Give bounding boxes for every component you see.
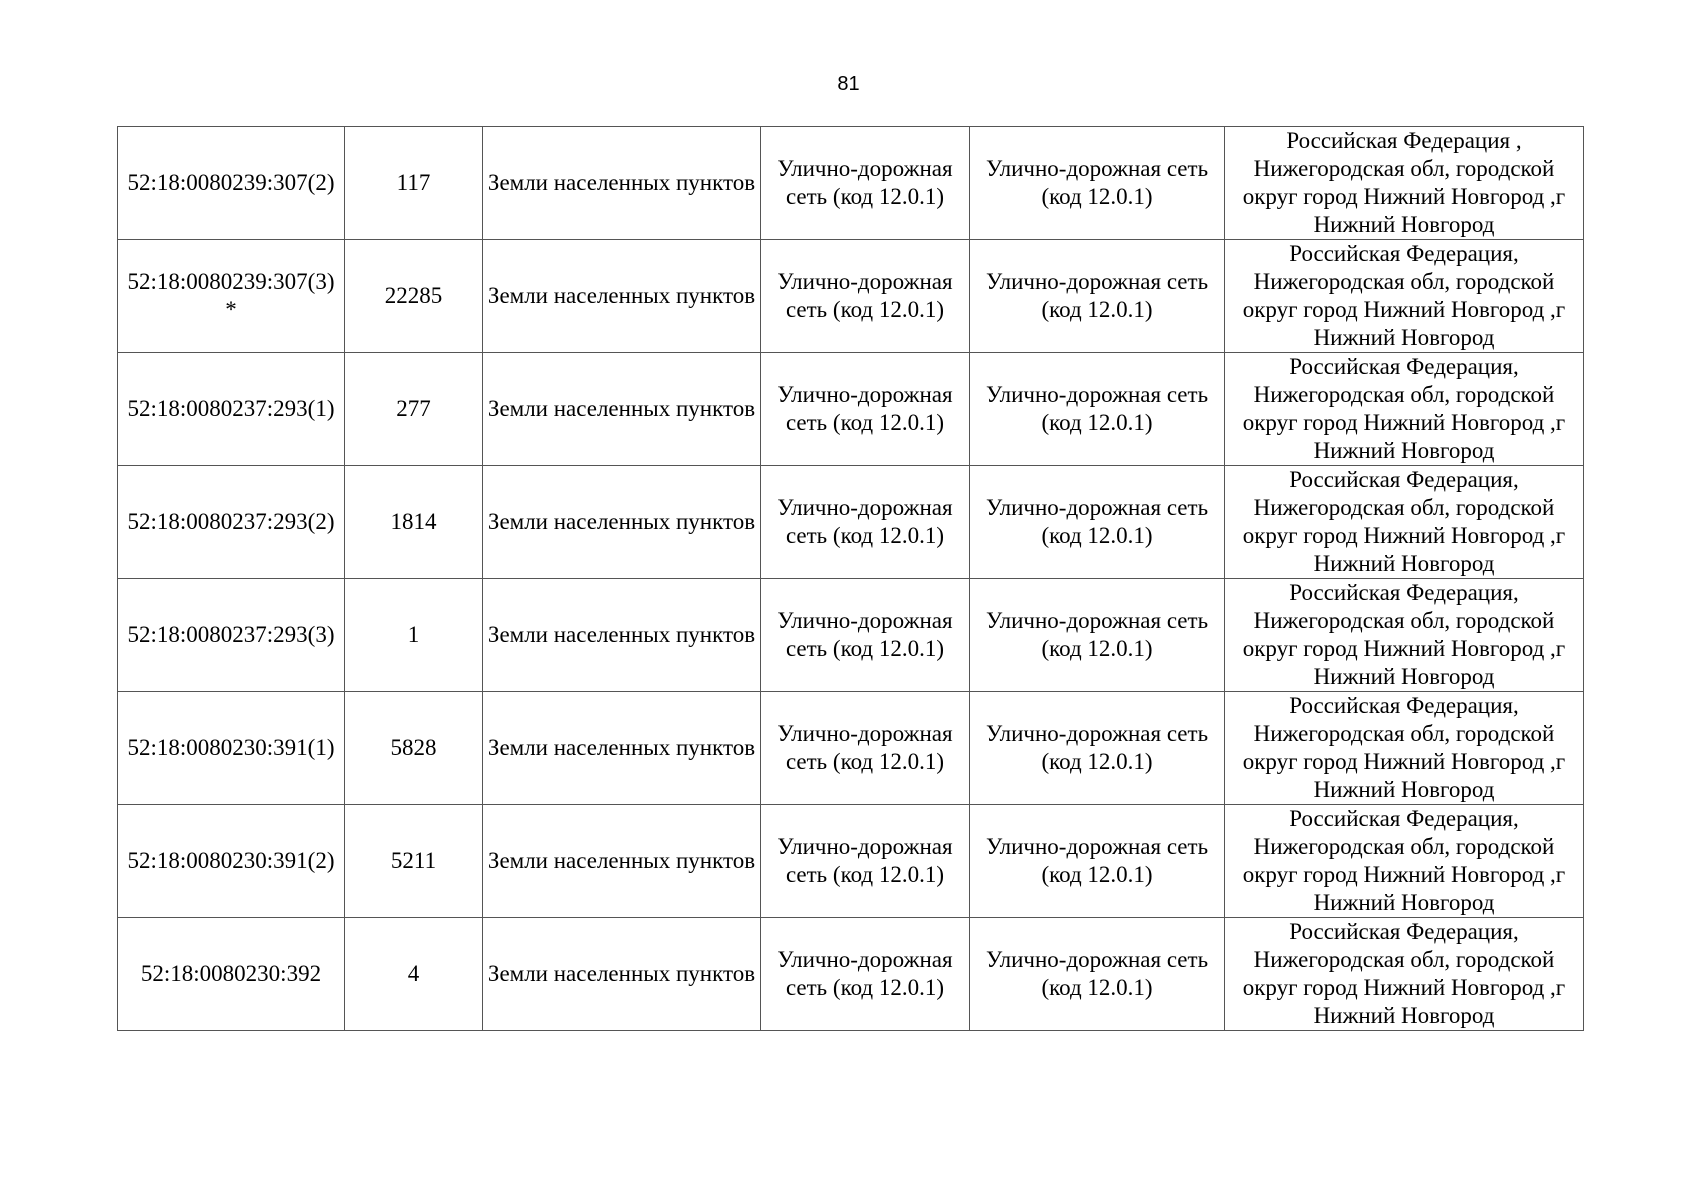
actual-use: Улично-дорожная сеть (код 12.0.1) <box>985 495 1209 548</box>
cadastral-number: 52:18:0080239:307(3) <box>127 269 335 294</box>
permitted-use: Улично-дорожная сеть (код 12.0.1) <box>777 608 953 661</box>
permitted-use-cell <box>761 805 970 918</box>
cadastral-number-cell <box>118 466 345 579</box>
area-cell <box>345 466 483 579</box>
owner-address-line: Нижний Новгород <box>1313 325 1495 350</box>
owner-address-line: Российская Федерация, <box>1289 580 1519 605</box>
owner-address-line: Нижегородская обл, городской <box>1253 382 1555 407</box>
permitted-use: Улично-дорожная сеть (код 12.0.1) <box>777 834 953 887</box>
owner-address-cell <box>1225 918 1584 1031</box>
cadastral-number: 52:18:0080239:307(2) <box>127 170 335 195</box>
cadastral-number-cell <box>118 805 345 918</box>
cadastral-number: 52:18:0080230:391(1) <box>127 735 335 760</box>
owner-address-line: Нижегородская обл, городской <box>1253 156 1555 181</box>
table-row <box>118 353 1584 466</box>
owner-address-line: Российская Федерация, <box>1289 806 1519 831</box>
owner-address-line: округ город Нижний Новгород ,г <box>1242 297 1566 322</box>
land-category: Земли населенных пунктов <box>487 170 756 195</box>
area-cell <box>345 579 483 692</box>
cadastral-note: * <box>225 297 237 322</box>
land-plots-table <box>117 126 1584 1031</box>
owner-address-line: Нижний Новгород <box>1313 1003 1495 1028</box>
actual-use: Улично-дорожная сеть (код 12.0.1) <box>985 269 1209 322</box>
owner-address-line: Нижегородская обл, городской <box>1253 608 1555 633</box>
cadastral-number-cell <box>118 353 345 466</box>
owner-address-line: Российская Федерация, <box>1289 467 1519 492</box>
owner-address-cell <box>1225 127 1584 240</box>
land-category-cell <box>483 692 761 805</box>
cadastral-number: 52:18:0080237:293(3) <box>127 622 335 647</box>
cadastral-number-cell <box>118 127 345 240</box>
owner-address-cell <box>1225 466 1584 579</box>
area-cell <box>345 692 483 805</box>
area-cell <box>345 918 483 1031</box>
actual-use-cell <box>970 692 1225 805</box>
owner-address-line: Нижний Новгород <box>1313 438 1495 463</box>
owner-address-cell <box>1225 353 1584 466</box>
land-category-cell <box>483 466 761 579</box>
actual-use-cell <box>970 918 1225 1031</box>
actual-use: Улично-дорожная сеть (код 12.0.1) <box>985 156 1209 209</box>
cadastral-number-cell <box>118 579 345 692</box>
area-value: 117 <box>396 170 431 195</box>
owner-address-line: Российская Федерация, <box>1289 241 1519 266</box>
permitted-use-cell <box>761 240 970 353</box>
land-category-cell <box>483 127 761 240</box>
owner-address-line: округ город Нижний Новгород ,г <box>1242 184 1566 209</box>
owner-address-line: округ город Нижний Новгород ,г <box>1242 523 1566 548</box>
land-category-cell <box>483 240 761 353</box>
land-category: Земли населенных пунктов <box>487 735 756 760</box>
owner-address-line: округ город Нижний Новгород ,г <box>1242 410 1566 435</box>
land-category-cell <box>483 805 761 918</box>
area-value: 1814 <box>390 509 437 534</box>
land-category: Земли населенных пунктов <box>487 283 756 308</box>
permitted-use-cell <box>761 579 970 692</box>
cadastral-number: 52:18:0080237:293(2) <box>127 509 335 534</box>
table-row <box>118 240 1584 353</box>
land-category: Земли населенных пунктов <box>487 509 756 534</box>
actual-use: Улично-дорожная сеть (код 12.0.1) <box>985 382 1209 435</box>
area-cell <box>345 240 483 353</box>
owner-address-line: Нижний Новгород <box>1313 212 1495 237</box>
owner-address-cell <box>1225 805 1584 918</box>
owner-address-line: Нижний Новгород <box>1313 890 1495 915</box>
land-category-cell <box>483 353 761 466</box>
permitted-use: Улично-дорожная сеть (код 12.0.1) <box>777 382 953 435</box>
owner-address-cell <box>1225 692 1584 805</box>
owner-address-line: Нижний Новгород <box>1313 551 1495 576</box>
actual-use: Улично-дорожная сеть (код 12.0.1) <box>985 608 1209 661</box>
owner-address-line: Нижний Новгород <box>1313 777 1495 802</box>
owner-address-line: Российская Федерация, <box>1289 354 1519 379</box>
actual-use-cell <box>970 127 1225 240</box>
actual-use-cell <box>970 240 1225 353</box>
permitted-use-cell <box>761 353 970 466</box>
land-category-cell <box>483 918 761 1031</box>
permitted-use: Улично-дорожная сеть (код 12.0.1) <box>777 269 953 322</box>
cadastral-number-cell <box>118 692 345 805</box>
land-category: Земли населенных пунктов <box>487 396 756 421</box>
actual-use-cell <box>970 579 1225 692</box>
land-plots-table-body <box>118 127 1584 1031</box>
permitted-use-cell <box>761 466 970 579</box>
area-value: 1 <box>407 622 420 647</box>
owner-address-line: округ город Нижний Новгород ,г <box>1242 862 1566 887</box>
actual-use: Улично-дорожная сеть (код 12.0.1) <box>985 834 1209 887</box>
owner-address-line: Нижний Новгород <box>1313 664 1495 689</box>
table-row <box>118 579 1584 692</box>
owner-address-line: Нижегородская обл, городской <box>1253 269 1555 294</box>
area-cell <box>345 127 483 240</box>
owner-address-line: Нижегородская обл, городской <box>1253 495 1555 520</box>
cadastral-number: 52:18:0080230:391(2) <box>127 848 335 873</box>
owner-address-line: Российская Федерация, <box>1289 919 1519 944</box>
owner-address-cell <box>1225 240 1584 353</box>
table-row <box>118 918 1584 1031</box>
owner-address-line: Нижегородская обл, городской <box>1253 947 1555 972</box>
owner-address-line: округ город Нижний Новгород ,г <box>1242 749 1566 774</box>
land-category-cell <box>483 579 761 692</box>
permitted-use-cell <box>761 918 970 1031</box>
owner-address-line: Нижегородская обл, городской <box>1253 834 1555 859</box>
area-value: 4 <box>407 961 420 986</box>
owner-address-line: Российская Федерация, <box>1289 693 1519 718</box>
cadastral-number-cell <box>118 918 345 1031</box>
permitted-use-cell <box>761 692 970 805</box>
page-number: 81 <box>837 73 860 95</box>
actual-use-cell <box>970 466 1225 579</box>
actual-use-cell <box>970 805 1225 918</box>
area-value: 277 <box>396 396 431 421</box>
table-row <box>118 805 1584 918</box>
permitted-use: Улично-дорожная сеть (код 12.0.1) <box>777 947 953 1000</box>
actual-use: Улично-дорожная сеть (код 12.0.1) <box>985 721 1209 774</box>
permitted-use: Улично-дорожная сеть (код 12.0.1) <box>777 721 953 774</box>
cadastral-number: 52:18:0080230:392 <box>140 961 322 986</box>
area-value: 22285 <box>384 283 443 308</box>
area-value: 5211 <box>390 848 437 873</box>
owner-address-line: округ город Нижний Новгород ,г <box>1242 636 1566 661</box>
owner-address-cell <box>1225 579 1584 692</box>
land-category: Земли населенных пунктов <box>487 848 756 873</box>
table-row <box>118 466 1584 579</box>
owner-address-line: Нижегородская обл, городской <box>1253 721 1555 746</box>
cadastral-number: 52:18:0080237:293(1) <box>127 396 335 421</box>
land-category: Земли населенных пунктов <box>487 622 756 647</box>
actual-use: Улично-дорожная сеть (код 12.0.1) <box>985 947 1209 1000</box>
land-category: Земли населенных пунктов <box>487 961 756 986</box>
permitted-use: Улично-дорожная сеть (код 12.0.1) <box>777 156 953 209</box>
table-row <box>118 692 1584 805</box>
area-cell <box>345 805 483 918</box>
permitted-use: Улично-дорожная сеть (код 12.0.1) <box>777 495 953 548</box>
cadastral-number-cell <box>118 240 345 353</box>
owner-address-line: округ город Нижний Новгород ,г <box>1242 975 1566 1000</box>
actual-use-cell <box>970 353 1225 466</box>
permitted-use-cell <box>761 127 970 240</box>
area-cell <box>345 353 483 466</box>
area-value: 5828 <box>390 735 437 760</box>
table-row <box>118 127 1584 240</box>
owner-address-line: Российская Федерация , <box>1286 128 1522 153</box>
